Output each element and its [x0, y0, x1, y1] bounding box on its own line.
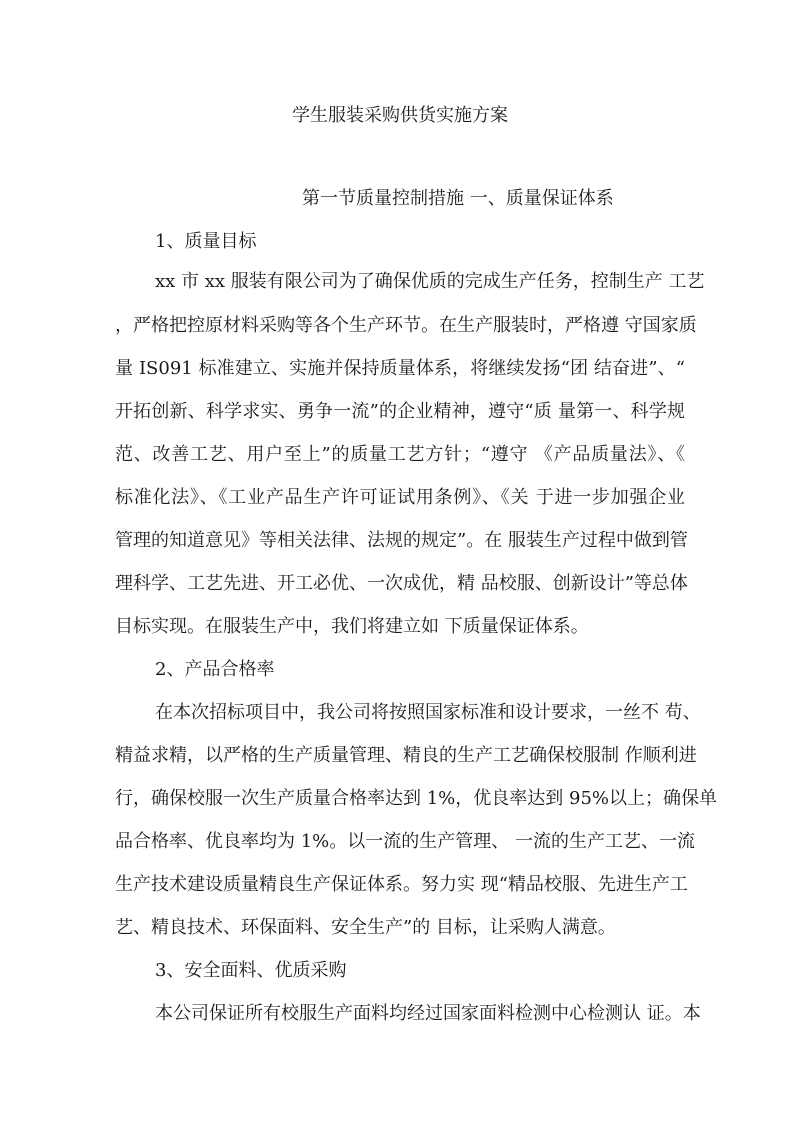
paragraph-line: 管理的知道意见》等相关法律、法规的规定”。在 服装生产过程中做到管: [115, 530, 688, 551]
paragraph-line: ，严格把控原材料采购等各个生产环节。在生产服装时，严格遵 守国家质: [115, 315, 697, 336]
paragraph-line: 生产技术建设质量精良生产保证体系。努力实 现“精品校服、先进生产工: [115, 874, 688, 895]
paragraph-line: 艺、精良技术、环保面料、安全生产”的 目标，让采购人满意。: [115, 917, 616, 938]
section-heading: 第一节质量控制措施 一、质量保证体系: [302, 188, 614, 209]
paragraph-line: 目标实现。在服装生产中，我们将建立如 下质量保证体系。: [115, 616, 589, 637]
paragraph-line: 理科学、工艺先进、开工必优、一次成优，精 品校服、创新设计”等总体: [115, 573, 688, 594]
paragraph-line: 品合格率、优良率均为 1%。以一流的生产管理、 一流的生产工艺、一流: [115, 831, 695, 852]
heading-quality-goal: 1、质量目标: [155, 231, 257, 252]
heading-safe-fabric: 3、安全面料、优质采购: [155, 960, 347, 981]
document-title: 学生服装采购供货实施方案: [292, 105, 508, 126]
paragraph-line: 开拓创新、科学求实、勇争一流”的企业精神，遵守“质 量第一、科学规: [115, 401, 685, 422]
paragraph-line: 本公司保证所有校服生产面料均经过国家面料检测中心检测认 证。本: [155, 1003, 701, 1024]
paragraph-line: 行，确保校服一次生产质量合格率达到 1%，优良率达到 95%以上；确保单: [115, 788, 718, 809]
paragraph-line: 标准化法》、《工业产品生产许可证试用条例》、《关 于进一步加强企业: [115, 487, 685, 508]
paragraph-line: xx 市 xx 服装有限公司为了确保优质的完成生产任务，控制生产 工艺: [155, 271, 705, 292]
paragraph-line: 在本次招标项目中，我公司将按照国家标准和设计要求，一丝不 苟、: [155, 702, 701, 723]
paragraph-line: 精益求精，以严格的生产质量管理、精良的生产工艺确保校服制 作顺利进: [115, 745, 697, 766]
paragraph-line: 范、改善工艺、用户至上”的质量工艺方针；“遵守 《产品质量法》、《: [115, 444, 685, 465]
paragraph-line: 量 IS091 标准建立、实施并保持质量体系，将继续发扬“团 结奋进”、“: [115, 358, 685, 379]
heading-pass-rate: 2、产品合格率: [155, 659, 275, 680]
